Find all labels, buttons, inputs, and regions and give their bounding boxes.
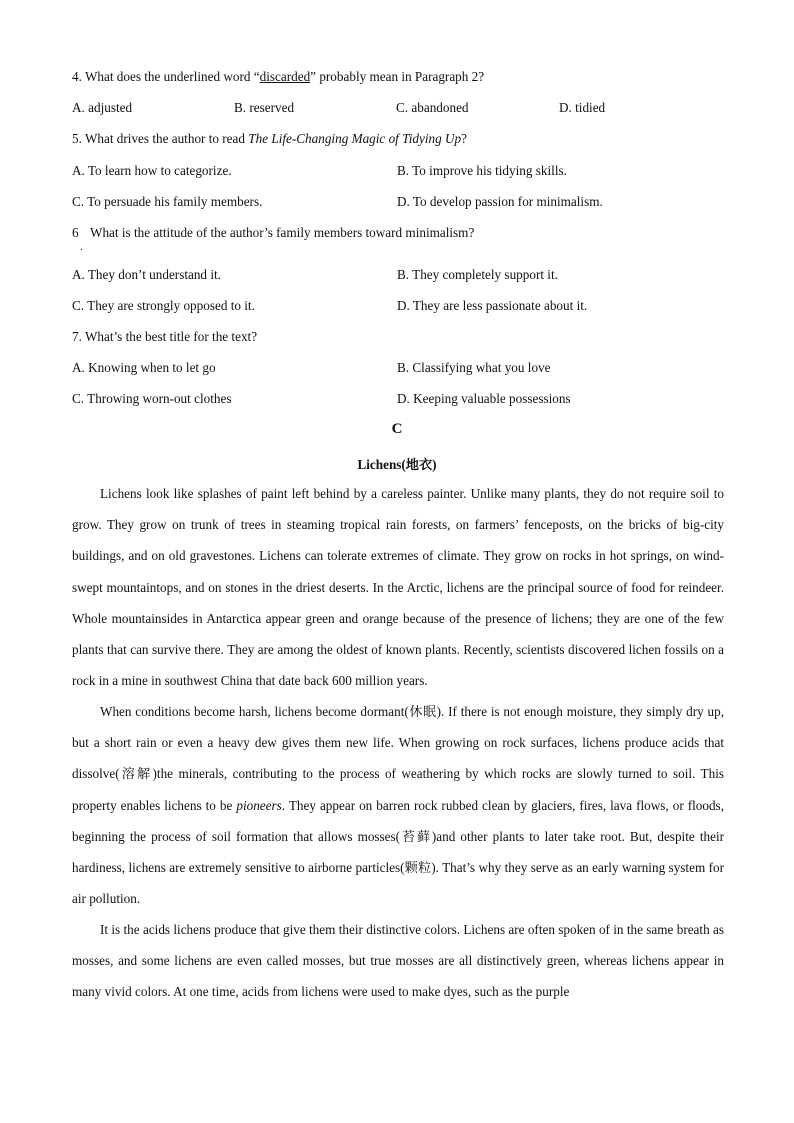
q6-number: 6 bbox=[72, 225, 79, 240]
question-7-stem: 7. What’s the best title for the text? bbox=[72, 329, 258, 344]
q6-option-d[interactable]: D. They are less passionate about it. bbox=[397, 298, 588, 313]
q7-option-b[interactable]: B. Classifying what you love bbox=[397, 360, 551, 375]
passage-paragraph-2 bbox=[72, 696, 724, 914]
passage-title: Lichens(地衣) bbox=[357, 457, 437, 472]
q4-option-b[interactable]: B. reserved bbox=[234, 100, 295, 115]
q7-option-c[interactable]: C. Throwing worn-out clothes bbox=[72, 391, 232, 406]
q6-option-a[interactable]: A. They don’t understand it. bbox=[72, 267, 221, 282]
p2-text-end: . They appear on barren rock rubbed clean by glaciers, fires, lava flows, or floods, beginning the process of soil formation that allows mosses(苔藓)and other plants to later take root. But, despite their hardiness, lichens are extremely sensitive to airborne particles(颗粒). That’s why they serve as an early warning system for air pollution. bbox=[72, 797, 724, 907]
q4-stem-text-end: ” probably mean in Paragraph 2? bbox=[310, 69, 485, 84]
q5-stem-text-end: ? bbox=[461, 131, 467, 146]
q5-book-title: The Life-Changing Magic of Tidying Up bbox=[248, 131, 462, 146]
q4-option-a[interactable]: A. adjusted bbox=[72, 100, 133, 115]
q6-option-b[interactable]: B. They completely support it. bbox=[397, 267, 558, 282]
q4-stem-text: 4. What does the underlined word “ bbox=[72, 69, 260, 84]
q4-option-c[interactable]: C. abandoned bbox=[396, 100, 469, 115]
q5-option-b[interactable]: B. To improve his tidying skills. bbox=[397, 163, 567, 178]
section-letter: C bbox=[391, 421, 403, 437]
q4-option-d[interactable]: D. tidied bbox=[559, 100, 606, 115]
p2-italic-word: pioneers bbox=[236, 797, 282, 813]
q5-stem-text: 5. What drives the author to read bbox=[72, 131, 249, 146]
passage-paragraph-1: Lichens look like splashes of paint left behind by a careless painter. Unlike many plants, they do not require soil to grow. They grow on trunk of trees in steaming tropical rain forests, on farmers’ fenceposts, on the bricks of big-city buildings, and on old gravestones. Lichens can tolerate extremes of climate. They grow on rocks in hot springs, on wind-swept mountaintops, and on stones in the driest deserts. In the Arctic, lichens are the principal source of food for reindeer. Whole mountainsides in Antarctica appear green and orange because of the presence of lichens; they are one of the few plants that can survive there. They are among the oldest of known plants. Recently, scientists discovered lichen fossils on a rock in a mine in southwest China that date back 600 million years. bbox=[72, 486, 724, 689]
q5-option-d[interactable]: D. To develop passion for minimalism. bbox=[397, 194, 603, 209]
q5-option-c[interactable]: C. To persuade his family members. bbox=[72, 194, 263, 209]
q7-option-d[interactable]: D. Keeping valuable possessions bbox=[397, 391, 571, 406]
p2-text-start: When conditions become harsh, lichens become dormant(休眠). If there is not enough moisture, they simply dry up, but a short rain or even a heavy dew gives them new life. When growing on rock surfaces, lichens produce acids that dissolve(溶解)the minerals, contributing to the process of weathering by which rocks are slowly turned to soil. This property enables lichens to be bbox=[72, 704, 724, 813]
q6-option-c[interactable]: C. They are strongly opposed to it. bbox=[72, 298, 255, 313]
q5-option-a[interactable]: A. To learn how to categorize. bbox=[72, 163, 232, 178]
question-6-stem: What is the attitude of the author’s family members toward minimalism? bbox=[90, 225, 475, 240]
question-5-stem bbox=[72, 131, 467, 147]
passage-paragraph-3: It is the acids lichens produce that give them their distinctive colors. Lichens are often spoken of in the same breath as mosses, and some lichens are even called mosses, but true mosses are all distinctively green, whereas lichens appear in many vivid colors. At one time, acids from lichens were used to make dyes, such as the purple bbox=[72, 922, 724, 1000]
q4-target-word: discarded bbox=[259, 69, 311, 84]
question-4-stem bbox=[72, 69, 484, 85]
q7-option-a[interactable]: A. Knowing when to let go bbox=[72, 360, 216, 375]
q6-number-dot: . bbox=[80, 239, 83, 253]
